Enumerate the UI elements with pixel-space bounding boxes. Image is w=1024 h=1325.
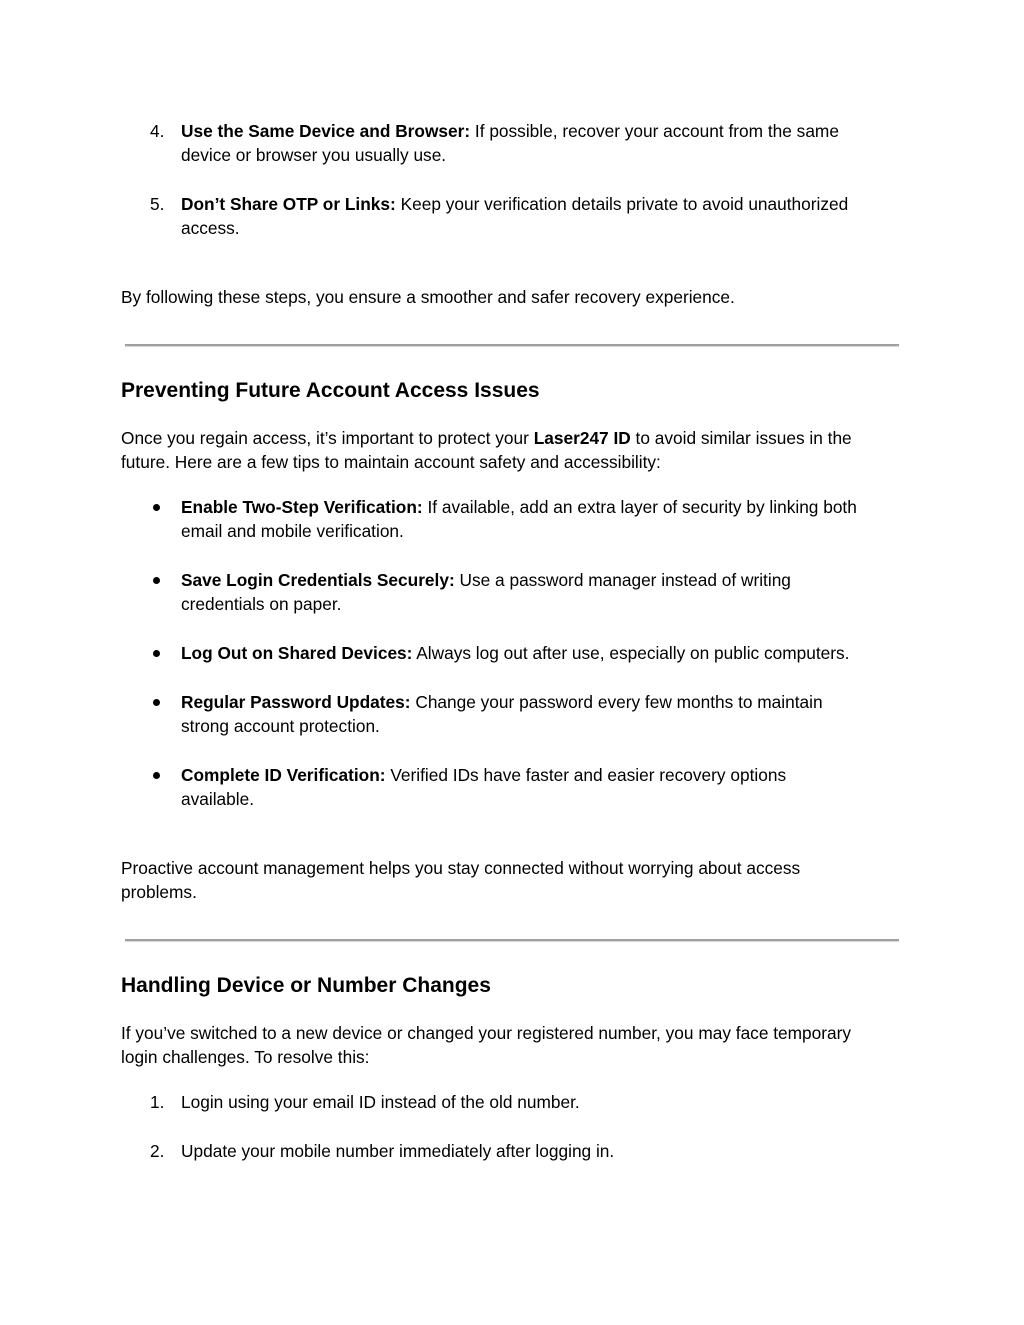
section-intro-line: future. Here are a few tips to maintain account safety and accessibility: — [121, 452, 661, 472]
list-item-text: Change your password every few months to maintain — [410, 692, 823, 712]
list-item-text-continued: access. — [181, 218, 240, 238]
list-number: 2. — [150, 1141, 165, 1161]
bullet-icon — [153, 650, 160, 657]
section-intro-line: login challenges. To resolve this: — [121, 1047, 370, 1067]
list-item-title: Regular Password Updates: — [181, 692, 411, 712]
list-item-text-continued: device or browser you usually use. — [181, 145, 447, 165]
list-item-text-continued: available. — [181, 789, 255, 809]
list-item-line — [181, 119, 839, 143]
list-item-line — [181, 495, 857, 519]
list-item-text: Keep your verification details private to avoid unauthorized — [395, 194, 849, 214]
list-item-line — [181, 192, 848, 216]
list-item-text: If available, add an extra layer of security by linking both — [422, 497, 857, 517]
list-item-text-continued: credentials on paper. — [181, 594, 342, 614]
bullet-icon — [153, 699, 160, 706]
bullet-icon — [153, 772, 160, 779]
list-item-line — [181, 763, 786, 787]
section-intro-line: If you’ve switched to a new device or changed your registered number, you may face temporary — [121, 1023, 852, 1043]
list-item-line — [181, 690, 823, 714]
list-item-text: Login using your email ID instead of the old number. — [181, 1092, 580, 1112]
list-item-line — [181, 568, 791, 592]
list-number: 1. — [150, 1092, 165, 1112]
list-item-title: Don’t Share OTP or Links: — [181, 194, 396, 214]
list-item-text-continued: email and mobile verification. — [181, 521, 404, 541]
list-item-text: Use a password manager instead of writing — [454, 570, 791, 590]
list-item-title: Save Login Credentials Securely: — [181, 570, 455, 590]
brand-name: Laser247 ID — [533, 428, 631, 448]
intro-text: Once you regain access, it’s important to protect your — [121, 428, 534, 448]
list-item-title: Log Out on Shared Devices: — [181, 643, 413, 663]
list-item-text: If possible, recover your account from the same — [470, 121, 839, 141]
list-item-line — [181, 641, 849, 665]
section-heading: Handling Device or Number Changes — [121, 974, 491, 997]
section-closing-line: Proactive account management helps you stay connected without worrying about access — [121, 858, 801, 878]
section-closing-line: problems. — [121, 882, 197, 902]
list-item-text: Always log out after use, especially on public computers. — [412, 643, 850, 663]
list-item-title: Enable Two-Step Verification: — [181, 497, 423, 517]
list-item-text: Update your mobile number immediately after logging in. — [181, 1141, 615, 1161]
list-item-text-continued: strong account protection. — [181, 716, 380, 736]
list-item-title: Complete ID Verification: — [181, 765, 386, 785]
list-number: 5. — [150, 194, 165, 214]
paragraph-closing-recovery: By following these steps, you ensure a smoother and safer recovery experience. — [121, 287, 735, 307]
section-heading: Preventing Future Account Access Issues — [121, 379, 540, 402]
list-number: 4. — [150, 121, 165, 141]
horizontal-divider — [125, 939, 899, 942]
intro-text: to avoid similar issues in the — [630, 428, 852, 448]
section-intro-line — [121, 426, 852, 450]
bullet-icon — [153, 577, 160, 584]
horizontal-divider — [125, 344, 899, 347]
list-item-title: Use the Same Device and Browser: — [181, 121, 471, 141]
list-item-text: Verified IDs have faster and easier recovery options — [385, 765, 787, 785]
bullet-icon — [153, 504, 160, 511]
